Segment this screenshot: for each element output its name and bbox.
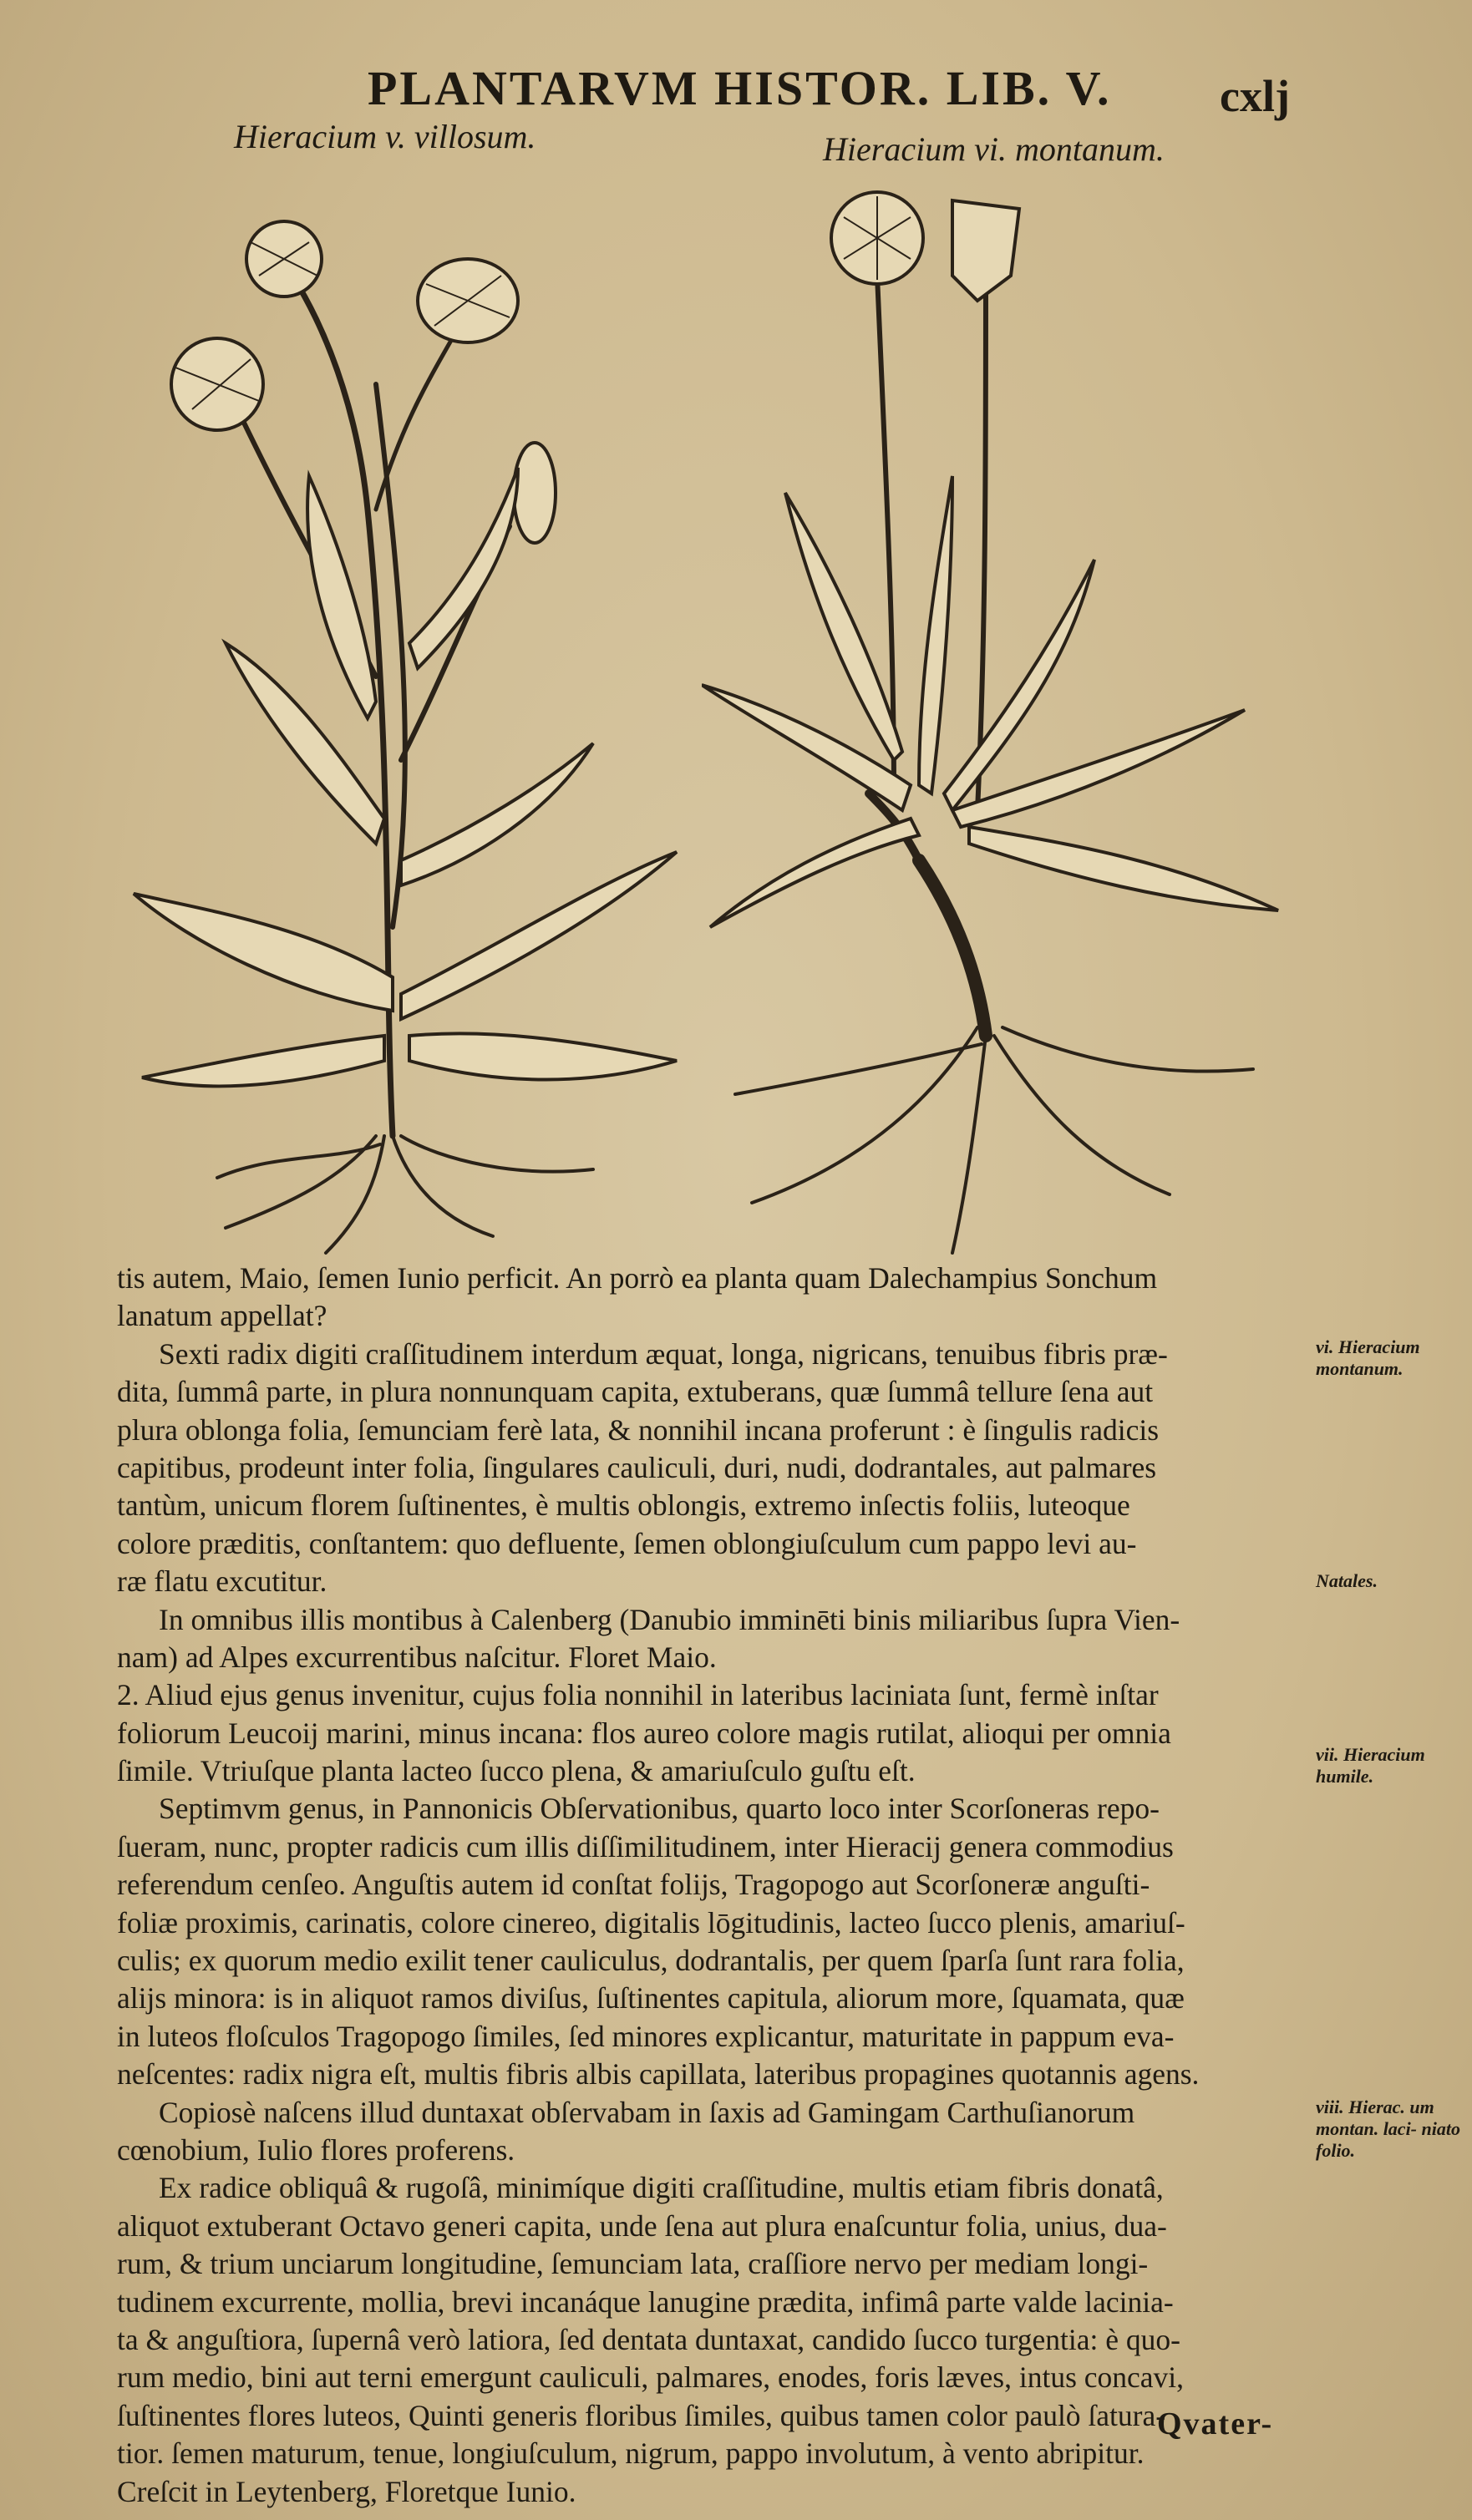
text-line: in luteos floſculos Tragopogo ſimiles, ſed minores explicantur, maturitate in pappum eva-: [117, 2019, 1175, 2053]
text-line: tis autem, Maio, ſemen Iunio perficit. An porrò ea planta quam Dalechampius Sonchum: [117, 1261, 1158, 1295]
text-line: cœnobium, Iulio flores proferens.: [117, 2132, 515, 2167]
text-line: capitibus, prodeunt inter folia, ſingulares cauliculi, duri, nudi, dodrantales, aut palmares: [117, 1450, 1157, 1484]
text-line: ſimile. Vtriuſque planta lacteo ſucco plena, & amariuſculo guſtu eſt.: [117, 1754, 916, 1788]
running-head: PLANTARVM HISTOR. LIB. V.: [368, 61, 1112, 115]
text-line: lanatum appellat?: [117, 1299, 327, 1333]
text-line: ſuſtinentes flores luteos, Quinti generis floribus ſimiles, quibus tamen color paulò ſatura-: [117, 2398, 1166, 2432]
text-line: foliorum Leucoij marini, minus incana: flos aureo colore magis rutilat, alioqui per omnia: [117, 1716, 1171, 1750]
figure-caption-left: Hieracium v. villosum.: [234, 118, 536, 155]
catchword: Qvater-: [1157, 2406, 1274, 2441]
text-line: ſueram, nunc, propter radicis cum illis diſſimilitudinem, inter Hieracij genera commodius: [117, 1829, 1174, 1863]
text-line: tior. ſemen maturum, tenue, longiuſculum, nigrum, pappo involutum, à vento abripitur.: [117, 2436, 1145, 2471]
woodcut-hieracium-villosum: [125, 175, 710, 1261]
text-line: neſcentes: radix nigra eſt, multis fibris albis capillata, lateribus propagines quotannis agens.: [117, 2057, 1200, 2092]
figure-caption-right: Hieracium vi. montanum.: [823, 130, 1165, 168]
text-line: alijs minora: is in aliquot ramos diviſus, ſuſtinentes capitula, aliorum more, ſquamata, quæ: [117, 1981, 1185, 2015]
woodcut-hieracium-montanum: [702, 175, 1303, 1261]
margin-note-vii: vii. Hieracium humile.: [1316, 1744, 1425, 1787]
text-line: foliæ proximis, carinatis, colore cinereo, digitalis lōgitudinis, lacteo ſucco plenis, amariuſ-: [117, 1905, 1185, 1939]
text-line: 2. Aliud ejus genus invenitur, cujus folia nonnihil in lateribus laciniata ſunt, fermè inſtar: [117, 1678, 1159, 1712]
text-line: tudinem excurrente, mollia, brevi incanáque lanugine prædita, infimâ parte valde lacinia-: [117, 2284, 1174, 2319]
text-line: plura oblonga folia, ſemunciam ferè lata, & nonnihil incana proferunt : è ſingulis radicis: [117, 1412, 1160, 1447]
text-line: Creſcit in Leytenberg, Floretque Iunio.: [117, 2474, 576, 2508]
text-line: dita, ſummâ parte, in plura nonnunquam capita, extuberans, quæ ſummâ tellure ſena aut: [117, 1375, 1154, 1409]
text-line: nam) ad Alpes excurrentibus naſcitur. Floret Maio.: [117, 1640, 717, 1674]
text-line: tantùm, unicum florem ſuſtinentes, è multis oblongis, extremo inſectis foliis, luteoque: [117, 1488, 1130, 1523]
text-line: rum, & trium unciarum longitudine, ſemunciam lata, craſſiore nervo per mediam longi-: [117, 2247, 1149, 2281]
text-line: Septimvm genus, in Pannonicis Obſervationibus, quarto loco inter Scorſoneras repo-: [159, 1792, 1160, 1826]
margin-note-viii: viii. Hierac. um montan. laci- niato folio.: [1316, 2097, 1460, 2161]
margin-note-vi: vi. Hieracium montanum.: [1316, 1336, 1420, 1379]
text-line: aliquot extuberant Octavo generi capita, unde ſena aut plura enaſcuntur folia, unius, dua-: [117, 2208, 1167, 2243]
text-line: Ex radice obliquâ & rugoſâ, minimíque digiti craſſitudine, multis etiam fibris donatâ,: [159, 2171, 1164, 2205]
text-line: Copiosè naſcens illud duntaxat obſervabam in ſaxis ad Gamingam Carthuſianorum: [159, 2095, 1135, 2129]
body-text: [117, 1260, 1320, 2511]
folio-number: cxlj: [1220, 71, 1290, 121]
text-line: referendum cenſeo. Anguſtis autem id conſtat folijs, Tragopogo aut Scorſoneræ anguſti-: [117, 1868, 1150, 1902]
text-line: ta & anguſtiora, ſupernâ verò latiora, ſed dentata duntaxat, candido ſucco turgentia: è quo-: [117, 2322, 1180, 2356]
text-line: In omnibus illis montibus à Calenberg (Danubio imminēti binis miliaribus ſupra Vien-: [159, 1602, 1180, 1636]
text-line: colore præditis, conſtantem: quo defluente, ſemen oblongiuſculum cum pappo levi au-: [117, 1526, 1137, 1560]
text-line: Sexti radix digiti craſſitudinem interdum æquat, longa, nigricans, tenuibus fibris præ-: [159, 1336, 1168, 1371]
margin-note-natales: Natales.: [1316, 1570, 1378, 1591]
text-line: culis; ex quorum medio exilit tener cauliculus, dodrantalis, per quem ſparſa ſunt rara folia,: [117, 1944, 1185, 1978]
text-line: ræ flatu excutitur.: [117, 1564, 327, 1599]
text-line: rum medio, bini aut terni emergunt cauliculi, palmares, enodes, foris læves, intus concavi,: [117, 2360, 1185, 2395]
